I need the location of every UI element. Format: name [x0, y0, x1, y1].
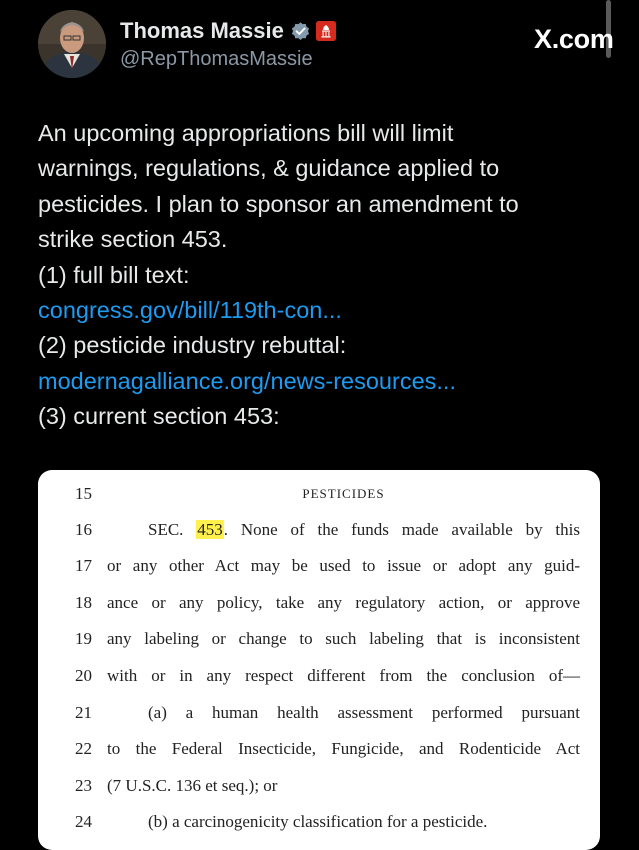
tweet-line: warnings, regulations, & guidance applied to [38, 155, 500, 182]
line-number: 22 [75, 739, 92, 758]
doc-text: (7 U.S.C. 136 et seq.); or [107, 776, 278, 795]
bill-text-link[interactable]: congress.gov/bill/119th-con... [38, 297, 342, 324]
doc-line [38, 551, 600, 581]
highlighted-section-number: 453 [197, 520, 223, 539]
line-number: 19 [75, 629, 92, 648]
doc-line [38, 661, 600, 691]
tweet-line: (2) pesticide industry rebuttal: [38, 332, 347, 359]
doc-text: or any other Act may be used to issue or adopt any guid- [107, 556, 580, 575]
line-number: 15 [75, 484, 92, 503]
doc-line [38, 515, 600, 545]
avatar[interactable] [38, 10, 106, 78]
line-number: 23 [75, 776, 92, 795]
tweet-line: (3) current section 453: [38, 403, 280, 430]
tweet-header [38, 10, 614, 80]
tweet-line: pesticides. I plan to sponsor an amendment to [38, 190, 519, 217]
doc-text: with or in any respect different from the conclusion of— [107, 666, 580, 685]
government-badge-icon [316, 21, 336, 41]
section-prefix: SEC. [148, 520, 184, 539]
line-number: 24 [75, 812, 92, 831]
doc-line [38, 771, 600, 801]
doc-text: (b) a carcinogenicity classification for a pesticide. [148, 812, 488, 831]
doc-text: any labeling or change to such labeling that is inconsistent [107, 629, 580, 648]
bill-document-image[interactable] [38, 470, 600, 850]
doc-line [38, 588, 600, 618]
section-heading: PESTICIDES [302, 486, 385, 501]
display-name[interactable]: Thomas Massie [120, 18, 284, 43]
doc-line [38, 479, 600, 509]
doc-text: (a) a human health assessment performed pursuant [148, 703, 580, 722]
source-label: X.com [534, 24, 614, 54]
doc-line [38, 807, 600, 837]
industry-rebuttal-link[interactable]: modernagalliance.org/news-resources... [38, 367, 456, 394]
verified-badge-icon [290, 21, 311, 42]
doc-text: to the Federal Insecticide, Fungicide, and Rodenticide Act [107, 739, 580, 758]
line-number: 17 [75, 556, 92, 575]
doc-line [38, 734, 600, 764]
tweet-line: An upcoming appropriations bill will limit [38, 120, 454, 146]
tweet-line: (1) full bill text: [38, 261, 190, 288]
doc-line [38, 624, 600, 654]
avatar-portrait-icon [38, 10, 106, 78]
doc-text [148, 515, 580, 545]
tweet-text [38, 116, 608, 435]
line-number: 18 [75, 593, 92, 612]
line-number: 16 [75, 520, 92, 539]
tweet-line: strike section 453. [38, 226, 228, 253]
doc-text-rest: . None of the funds made available by this [223, 520, 580, 539]
doc-text: ance or any policy, take any regulatory action, or approve [107, 593, 580, 612]
doc-line [38, 698, 600, 728]
line-number: 20 [75, 666, 92, 685]
name-row [120, 16, 336, 46]
line-number: 21 [75, 703, 92, 722]
user-handle[interactable]: @RepThomasMassie [120, 48, 313, 70]
